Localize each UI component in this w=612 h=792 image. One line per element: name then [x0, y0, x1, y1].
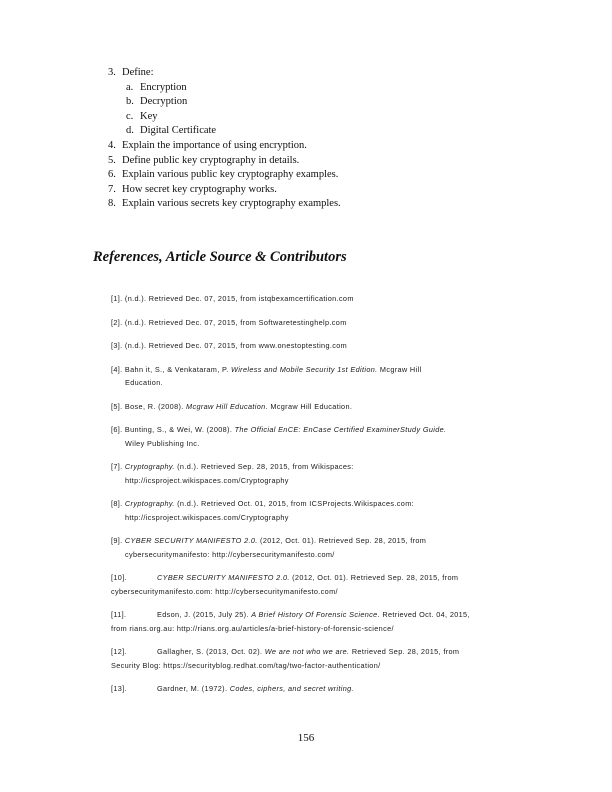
reference-title: CYBER SECURITY MANIFESTO 2.0.: [157, 573, 290, 582]
reference-continuation: Wiley Publishing Inc.: [125, 438, 200, 448]
reference-continuation: from rians.org.au: http://rians.org.au/articles/a-brief-history-of-forensic-science/: [111, 623, 394, 633]
sub-list-item: [108, 110, 508, 125]
reference-number: [11].: [111, 610, 127, 619]
list-text: Explain various secrets key cryptography examples.: [122, 198, 341, 210]
list-number: 5.: [108, 154, 116, 166]
list-text: How secret key cryptography works.: [122, 183, 277, 195]
list-item: [108, 168, 508, 183]
reference-item: [111, 460, 521, 487]
list-text: Define:: [122, 67, 154, 78]
reference-item: [111, 682, 521, 696]
sub-list-item: [108, 81, 508, 96]
reference-text: Gardner, M. (1972).: [157, 684, 230, 693]
list-number: 7.: [108, 183, 116, 195]
reference-text: (2012, Oct. 01). Retrieved Sep. 28, 2015, from: [257, 536, 427, 545]
reference-title: Wireless and Mobile Security 1st Edition.: [231, 364, 378, 374]
reference-text: Edson, J. (2015, July 25).: [157, 610, 252, 619]
reference-number: [10].: [111, 573, 127, 582]
reference-text: [2]. (n.d.). Retrieved Dec. 07, 2015, from Softwaretestinghelp.com: [111, 317, 347, 327]
sub-text: Encryption: [140, 81, 187, 93]
sub-list-item: [108, 124, 508, 139]
sub-text: Decryption: [140, 96, 188, 108]
reference-item: [111, 423, 521, 450]
list-number: 3.: [108, 67, 116, 78]
reference-text: (n.d.). Retrieved Sep. 28, 2015, from Wikispaces:: [174, 462, 354, 471]
reference-title: Codes, ciphers, and secret writing.: [229, 684, 354, 693]
reference-title: The Official EnCE: EnCase Certified ExaminerStudy Guide.: [234, 425, 447, 434]
reference-title: CYBER SECURITY MANIFESTO 2.0.: [124, 536, 258, 545]
sub-letter: a.: [126, 81, 134, 93]
sub-letter: c.: [126, 110, 134, 122]
page-number: 156: [297, 732, 315, 744]
reference-continuation: cybersecuritymanifesto: http://cybersecuritymanifesto.com/: [125, 549, 335, 559]
list-item: [108, 197, 508, 212]
reference-title: We are not who we are.: [264, 647, 350, 656]
reference-text: [6]. Bunting, S., & Wei, W. (2008).: [111, 425, 235, 434]
reference-text: Retrieved Sep. 28, 2015, from: [349, 647, 460, 656]
list-number: 4.: [108, 139, 116, 151]
list-text: Explain the importance of using encryption.: [122, 139, 307, 151]
reference-item: [111, 534, 521, 561]
review-questions-list: [108, 66, 508, 212]
reference-continuation: Security Blog: https://securityblog.redhat.com/tag/two-factor-authentication/: [111, 660, 381, 670]
reference-item: [111, 339, 521, 353]
reference-text: Retrieved Oct. 04, 2015,: [379, 610, 470, 619]
reference-text: (2012, Oct. 01). Retrieved Sep. 28, 2015, from: [289, 573, 459, 582]
reference-item: [111, 292, 521, 306]
list-item: [108, 66, 508, 81]
reference-item: [111, 645, 521, 672]
list-text: Define public key cryptography in details.: [122, 154, 300, 166]
reference-title: Mcgraw Hill Education.: [186, 401, 268, 411]
sub-letter: b.: [126, 96, 134, 108]
reference-title: A Brief History Of Forensic Science.: [251, 610, 380, 619]
reference-continuation: http://icsproject.wikispaces.com/Cryptography: [125, 512, 289, 522]
reference-text: [3]. (n.d.). Retrieved Dec. 07, 2015, from www.onestoptesting.com: [111, 341, 348, 350]
list-number: 6.: [108, 169, 116, 181]
sub-letter: d.: [126, 125, 134, 137]
references-heading: References, Article Source & Contributors: [93, 249, 347, 265]
list-item: [108, 154, 508, 169]
reference-item: [111, 316, 521, 330]
reference-continuation: cybersecuritymanifesto.com: http://cybersecuritymanifesto.com/: [111, 586, 338, 596]
reference-text: Gallagher, S. (2013, Oct. 02).: [157, 647, 265, 656]
reference-text: [9].: [111, 536, 125, 545]
reference-text: [1]. (n.d.). Retrieved Dec. 07, 2015, from istqbexamcertification.com: [111, 294, 354, 303]
reference-item: [111, 363, 521, 390]
reference-continuation: http://icsproject.wikispaces.com/Cryptography: [125, 475, 289, 485]
reference-text: Mcgraw Hill: [377, 364, 422, 374]
reference-item: [111, 571, 521, 598]
reference-continuation: Education.: [125, 378, 163, 387]
references-list: [111, 292, 521, 706]
reference-number: [13].: [111, 684, 127, 693]
reference-item: [111, 400, 521, 414]
reference-title: Cryptography.: [124, 499, 175, 508]
reference-text: [5]. Bose, R. (2008).: [111, 401, 187, 411]
reference-text: (n.d.). Retrieved Oct. 01, 2015, from ICSProjects.Wikispaces.com:: [174, 499, 415, 508]
reference-item: [111, 608, 521, 635]
sub-text: Key: [140, 110, 158, 122]
reference-title: Cryptography.: [124, 462, 175, 471]
list-number: 8.: [108, 198, 116, 210]
list-item: [108, 183, 508, 198]
reference-text: [8].: [111, 499, 125, 508]
sub-list-item: [108, 95, 508, 110]
list-text: Explain various public key cryptography examples.: [122, 169, 339, 181]
reference-text: [7].: [111, 462, 125, 471]
list-item: [108, 139, 508, 154]
reference-number: [12].: [111, 647, 127, 656]
sub-text: Digital Certificate: [140, 125, 217, 137]
reference-text: [4]. Bahn it, S., & Venkataram, P.: [111, 364, 232, 374]
reference-text: Mcgraw Hill Education.: [267, 401, 353, 411]
reference-item: [111, 497, 521, 524]
